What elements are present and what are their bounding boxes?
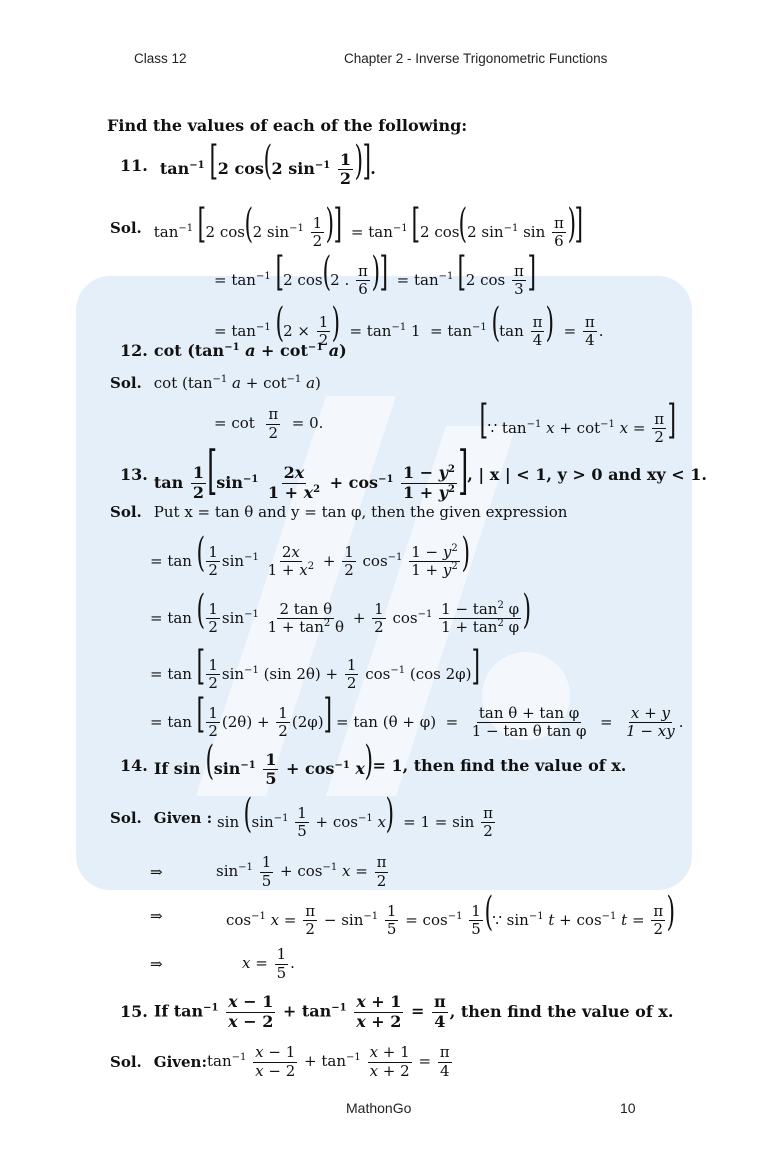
q15-expr: If $\tan^{-1}$ $\frac{x - 1}{x - 2}$ + $\tan^{-1}$ $\frac{x + 1}{x + 2}$ = $\frac{\pi}{4}$ (153, 992, 446, 1031)
q12-sol-expr2: = cot $\frac{\pi}{2}$ = 0. (214, 405, 324, 442)
q13-step4-expr: = tan [ $\frac{1}{2}$ (2θ) + $\frac{1}{2}$ (2φ)] = tan (θ + φ) = $\frac{\text{tan θ + tan φ}}{\text{1 − tan θ tan φ}}$ = $\frac{x + y}{1 - xy}$ . (150, 690, 684, 741)
intro-text: Find the values of each of the following: (107, 116, 468, 135)
q15-sol-expr1: $\tan^{-1}$ $\frac{x - 1}{x - 2}$ + $\tan^{-1}$ $\frac{x + 1}{x + 2}$ = $\frac{\pi}{4}$ (206, 1043, 450, 1080)
q13-put-text: Put x = tan θ and y = tan φ, then the given expression (153, 502, 568, 521)
q12-sol-expr1: $\cot (\tan^{-1}$ $a + \cot^{-1} a$) (153, 373, 321, 392)
q13-expr: tan $\frac{1}{2}$ [$\sin^{-1}$ $\frac{2x}{1 + x^2}$ + $\cos^{-1}$ $\frac{1 - y^2}{1 + y^2}$ ] (153, 440, 469, 502)
q13-sol-label: Sol. (110, 502, 142, 521)
q11-number: 11. (120, 156, 148, 175)
q13-step1 (150, 525, 469, 589)
q12-number: 12. (120, 341, 148, 360)
q15-sol-line1 (110, 1030, 454, 1094)
q12-sol-label: Sol. (110, 373, 142, 392)
q13-step2 (150, 582, 531, 646)
footer-page-number: 10 (620, 1100, 636, 1116)
q14-sol-expr2: $\sin^{-1}$ $\frac{1}{5}$ + $\cos^{-1} x$ = $\frac{\pi}{2}$ (216, 853, 387, 890)
q12-reason-expr: [∵ $\tan^{-1} x + \cot^{-1} x$ = $\frac{\pi}{2}$ ] (479, 396, 677, 447)
q13-step3-expr: = tan [ $\frac{1}{2}$ $\sin^{-1} (\sin$ 2θ) + $\frac{1}{2}$ $\cos^{-1} (\cos$ 2φ)] (150, 642, 480, 693)
q11-sol-expr3: = $\tan^{-1} (2$ × $\frac{1}{2}$ ) = $\tan^{-1} 1 = \tan^{-1} (\tan$ $\frac{\pi}{4}$ ) = $\frac{\pi}{4}$ . (214, 299, 604, 350)
q12-expr: $\cot (\tan^{-1}$ $a + \cot^{-1} a$) (153, 341, 347, 360)
q14-tail: = 1, then find the value of x. (372, 756, 627, 775)
q15-tail: , then find the value of x. (449, 1002, 674, 1021)
q13-step2-expr: = tan ( $\frac{1}{2}$ $\sin^{-1}$ $\frac{\text{2 tan θ}}{1 + \tan^2 \theta}$ + $\frac{1}{2}$ $\cos^{-1}$ $\frac{1 - \tan^2 \varphi}{1 + \tan^2 \varphi}$ ) (150, 586, 532, 637)
q14-number: 14. (120, 756, 148, 775)
q14-implies-2: ⇒ (150, 906, 163, 925)
q14-expr: If $\sin (\sin^{-1}$ $\frac{1}{5}$ + $\cos^{-1} x$) (153, 738, 374, 789)
q13-step1-expr: = tan ( $\frac{1}{2}$ $\sin^{-1}$ $\frac{2x}{1 + x^2}$ + $\frac{1}{2}$ $\cos^{-1}$ $\frac{1 - y^2}{1 + y^2}$ ) (150, 529, 470, 580)
q11-expr: $\tan^{-1} [2$ cos(2 $\sin^{-1}$ $\frac{1}{2}$ )]. (159, 138, 376, 189)
q14-sol-expr1: $\sin (\sin^{-1}$ $\frac{1}{5}$ + $\cos^{-1} x) = 1 = \sin$ $\frac{\pi}{2}$ (216, 790, 493, 841)
q11-sol-expr1: $\tan^{-1} [2$ cos(2 $\sin^{-1}$ $\frac{1}{2}$ )] = $\tan^{-1} [2$ cos(2 $\sin^{-1} \sin$ $\frac{\pi}{6}$ )] (153, 200, 584, 251)
q13-number: 13. (120, 465, 148, 484)
q14-sol-label: Sol. (110, 808, 142, 827)
header-chapter: Chapter 2 - Inverse Trigonometric Functions (344, 51, 608, 66)
q14-sol-expr3: $\cos^{-1} x$ = $\frac{\pi}{2}$ − $\sin^{-1}$ $\frac{1}{5}$ = $\cos^{-1}$ $\frac{1}{5}$ (∵ $\sin^{-1} t + \cos^{-1} t$ = $\frac{\pi}{2}$ ) (226, 888, 676, 939)
q11-sol-label: Sol. (110, 218, 142, 237)
header-class: Class 12 (134, 51, 187, 66)
q13-cond: , | x | < 1, y > 0 and xy < 1. (467, 465, 707, 484)
q14-sol-expr4: x = $\frac{1}{5}$ . (242, 945, 295, 982)
q15-given: Given: (153, 1052, 207, 1071)
q14-given: Given : (153, 808, 213, 827)
q14-implies-3: ⇒ (150, 954, 163, 973)
q14-implies-1: ⇒ (150, 862, 163, 881)
q11-sol-expr2: = $\tan^{-1} [2$ cos(2 . $\frac{\pi}{6}$ )] = $\tan^{-1} [2$ cos $\frac{\pi}{3}$ ] (214, 248, 536, 299)
q15-sol-label: Sol. (110, 1052, 142, 1071)
q15-number: 15. (120, 1002, 148, 1021)
q11-question (120, 134, 376, 198)
footer-brand: MathonGo (346, 1100, 412, 1116)
